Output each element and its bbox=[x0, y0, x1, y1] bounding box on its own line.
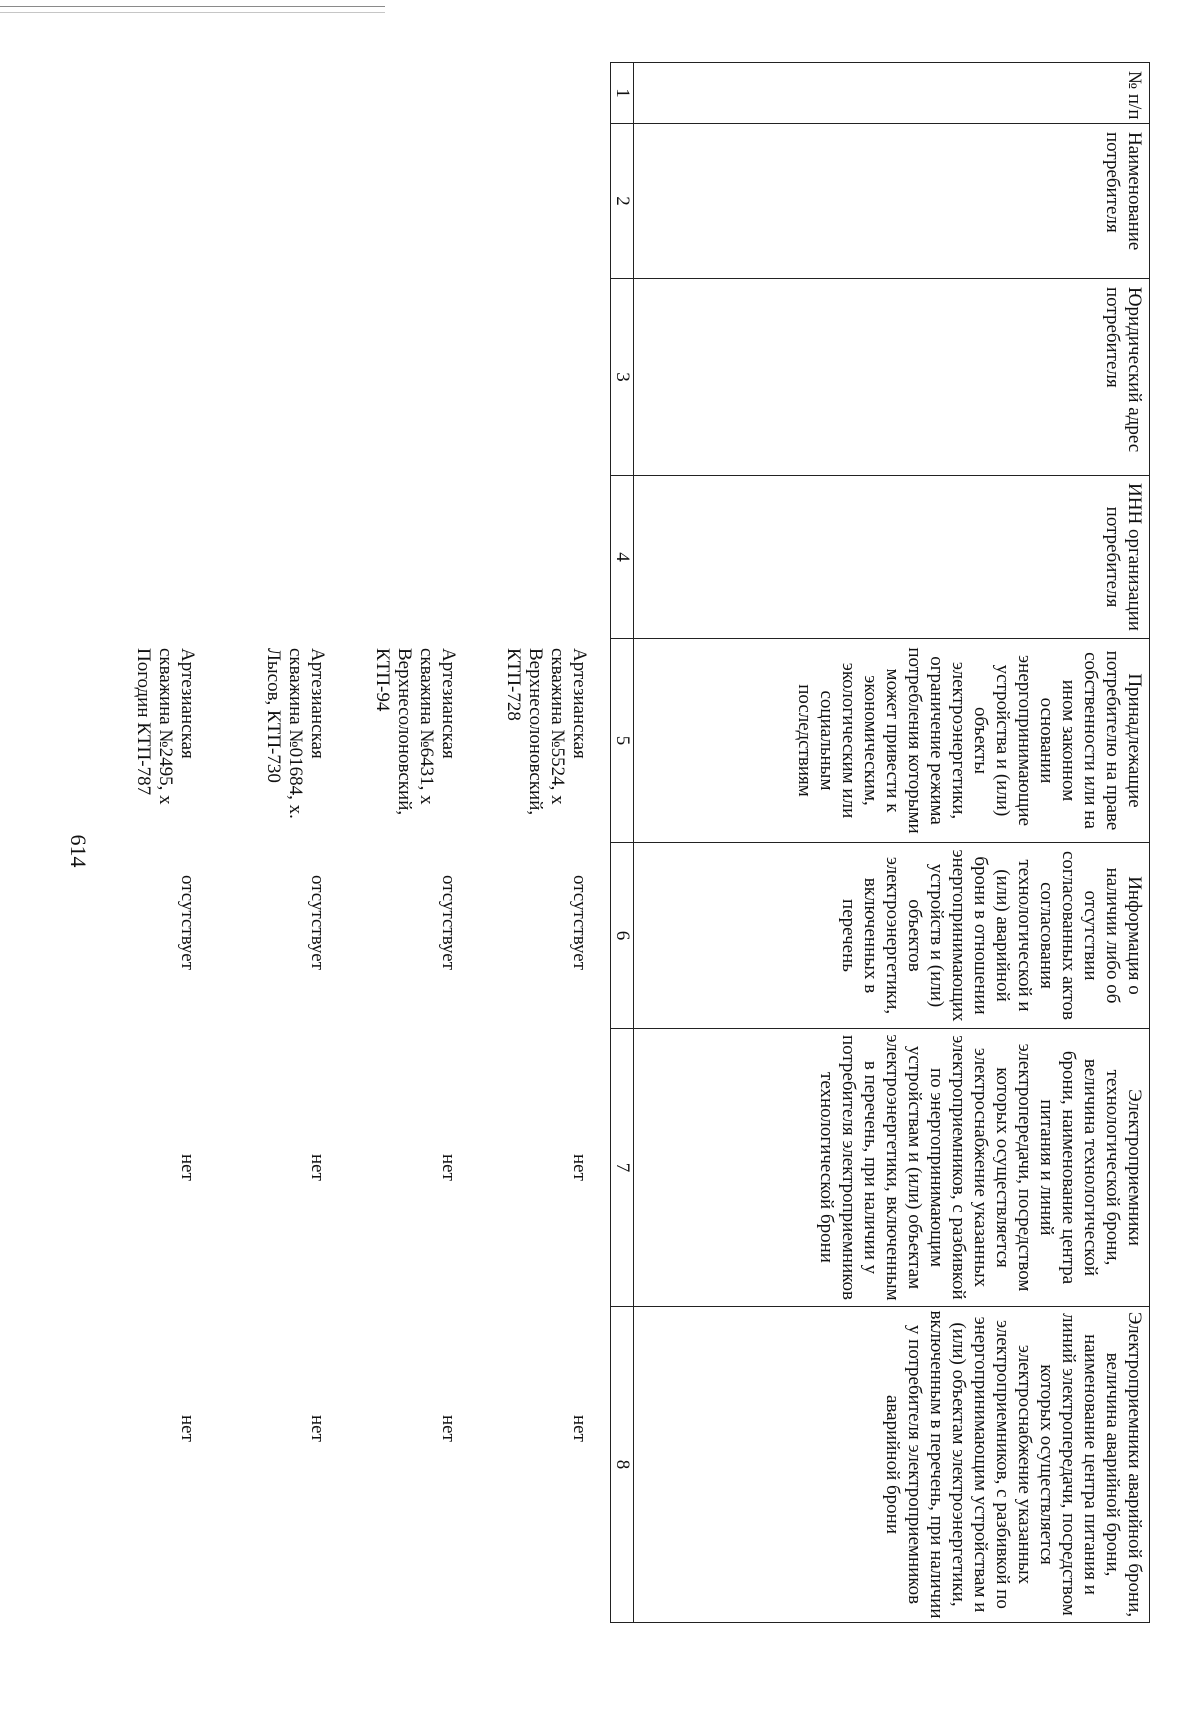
emergency-reserve-cell: нет bbox=[569, 1415, 590, 1442]
tech-reserve-cell: нет bbox=[177, 1154, 198, 1181]
emergency-reserve-cell: нет bbox=[307, 1415, 328, 1442]
device-cell: Артезианская скважина №6431, х Верхнесолоновский, КТП-94 bbox=[372, 648, 459, 816]
header-col-2: Наименование потребителя bbox=[634, 124, 1150, 279]
header-col-1: № п/п bbox=[634, 63, 1150, 124]
column-number-7: 7 bbox=[611, 1029, 634, 1307]
acts-cell: отсутствует bbox=[177, 875, 198, 971]
header-col-3: Юридический адрес потребителя bbox=[634, 279, 1150, 476]
page-number: 614 bbox=[66, 834, 91, 868]
table-row bbox=[208, 62, 328, 1622]
emergency-reserve-cell: нет bbox=[438, 1415, 459, 1442]
rotated-document bbox=[110, 62, 1150, 1622]
tech-reserve-cell: нет bbox=[569, 1154, 590, 1181]
device-cell: Артезианская скважина №2495, х Погодин КТП-787 bbox=[133, 648, 198, 805]
column-number-row bbox=[611, 63, 634, 1623]
column-number-6: 6 bbox=[611, 843, 634, 1029]
acts-cell: отсутствует bbox=[307, 875, 328, 971]
column-number-3: 3 bbox=[611, 279, 634, 476]
header-col-6: Информация о наличии либо об отсутствии согласованных актов согласования технологической и (или) аварийной брони в отношении энергопринимающих устройств и (или) объектов электроэнергетики, включенных в перечень bbox=[634, 843, 1150, 1029]
table-row bbox=[470, 62, 590, 1622]
column-number-8: 8 bbox=[611, 1307, 634, 1623]
header-col-7: Электроприемники технологической брони, величина технологической брони, наименование центра питания и линий электропередачи, посредством которых осуществляется электроснабжение указанных электроприемников, с разбивкой по энергопринимающим устройствам и (или) объектам электроэнергетики, включенным в перечень, при наличии у потребителя электроприемников технологической брони bbox=[634, 1029, 1150, 1307]
scan-top-line bbox=[0, 6, 385, 7]
device-cell: Артезианская скважина №5524, х Верхнесолоновский, КТП-728 bbox=[503, 648, 590, 816]
column-number-2: 2 bbox=[611, 124, 634, 279]
acts-cell: отсутствует bbox=[569, 875, 590, 971]
acts-cell: отсутствует bbox=[438, 875, 459, 971]
header-row bbox=[634, 63, 1150, 1623]
header-col-4: ИНН организации потребителя bbox=[634, 476, 1150, 639]
device-cell: Артезианская скважина №01684, х. Лысов, КТП-730 bbox=[263, 648, 328, 819]
table-row bbox=[339, 62, 459, 1622]
header-table bbox=[610, 62, 1150, 1623]
column-number-1: 1 bbox=[611, 63, 634, 124]
tech-reserve-cell: нет bbox=[307, 1154, 328, 1181]
tech-reserve-cell: нет bbox=[438, 1154, 459, 1181]
column-number-5: 5 bbox=[611, 639, 634, 843]
header-col-5: Принадлежащие потребителю на праве собственности или на ином законном основании энергопринимающие устройства и (или) объекты электроэнергетики, ограничение режима потребления которыми может привести к экономическим, экологическим или социальным последствиям bbox=[634, 639, 1150, 843]
scan-top-line-2 bbox=[0, 12, 385, 13]
column-number-4: 4 bbox=[611, 476, 634, 639]
emergency-reserve-cell: нет bbox=[177, 1415, 198, 1442]
table-row bbox=[78, 62, 198, 1622]
header-col-8: Электроприемники аварийной брони, величина аварийной брони, наименование центра питания и линий электропередачи, посредством которых осуществляется электроснабжение указанных электроприемников, с разбивкой по энергопринимающим устройствам и (или) объектам электроэнергетики, включенным в перечень, при наличии у потребителя электроприемников аварийной брони bbox=[634, 1307, 1150, 1623]
